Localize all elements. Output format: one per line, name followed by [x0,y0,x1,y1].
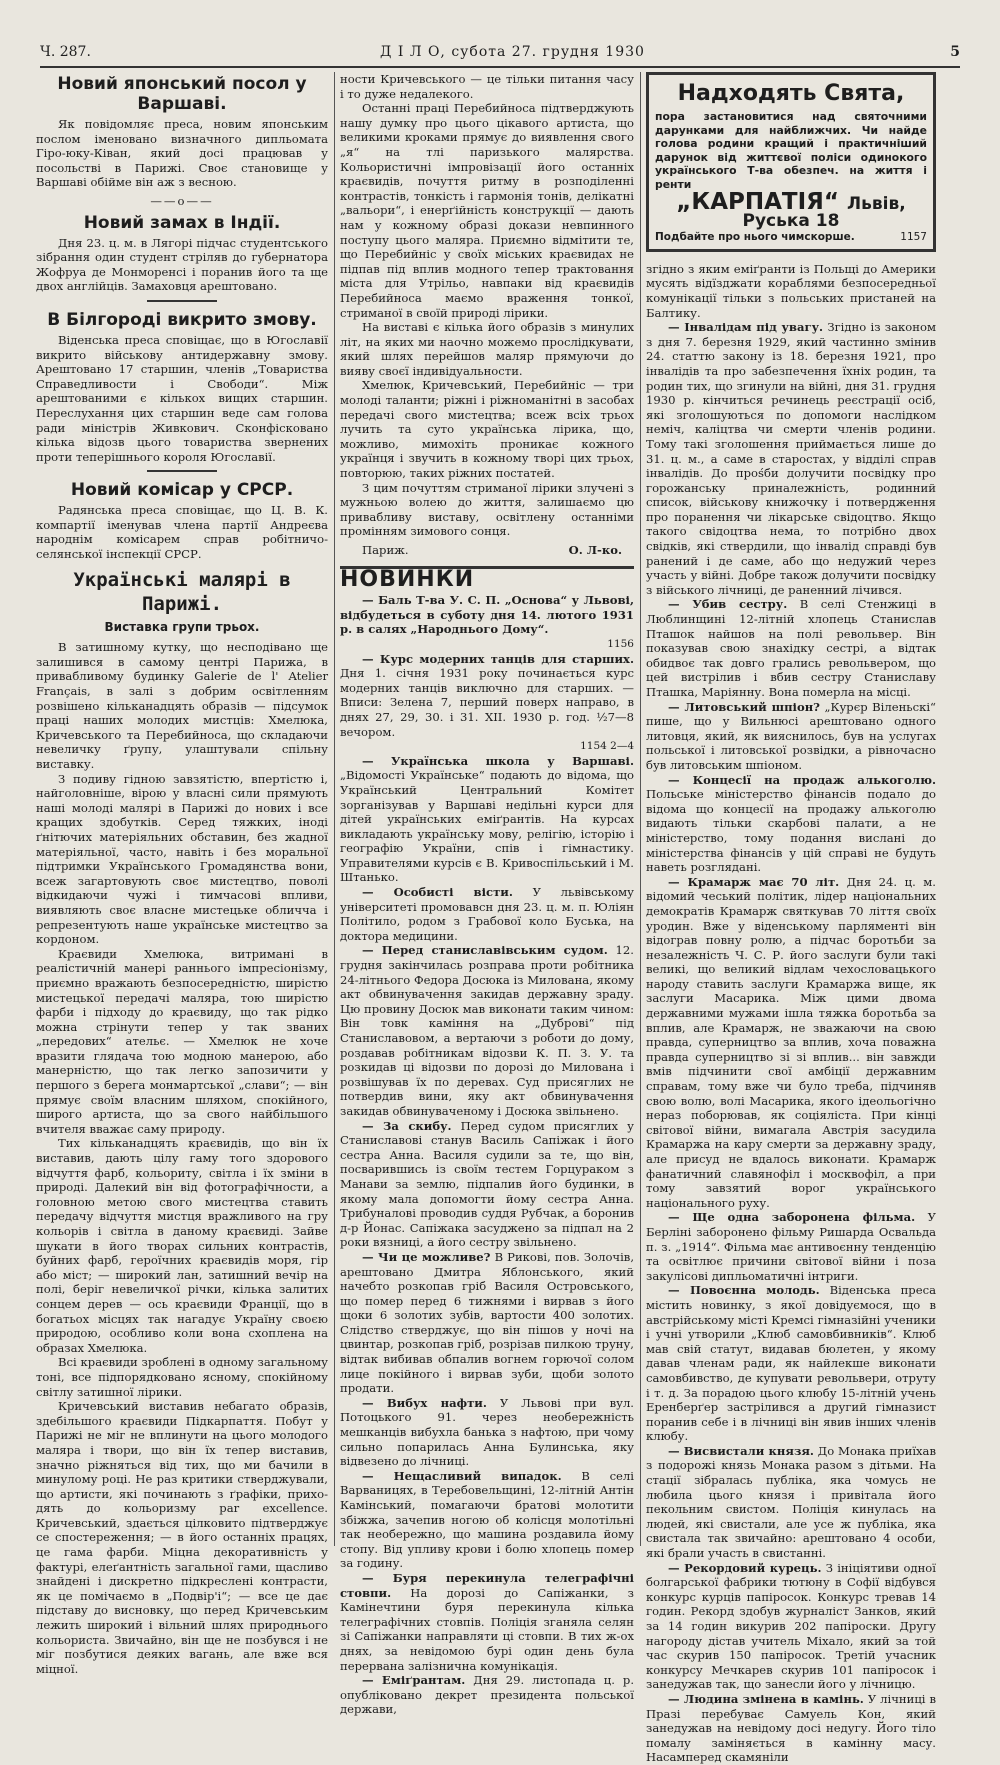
article-text: На виставі є кілька його образів з минулих літ, на яких ми наочно можемо прослідкувати, який шлях перейшов маляр прямуючи до вияву своєї індивідуальности. [340,320,634,378]
news-heading: — Перед станиславівським судом. [362,943,608,958]
column-middle [340,72,635,1717]
news-item [340,885,634,943]
news-text: У львівському університеті промовавсн дня 23. ц. м. п. Юліян Політило, родом з Грабової коло Буська, на доктора медицини. [340,885,634,943]
ad-footer [655,230,927,245]
news-heading: — Курс модерних танців для старших. [362,651,634,666]
news-item [646,1561,936,1692]
news-item [646,773,936,875]
article-title: Новий японський посол у Варшаві. [57,74,307,114]
news-heading: — Рекордовий курець. [668,1560,822,1575]
ad-address: Львів, Руська 18 [742,194,906,231]
news-text: Перед судом присяглих у Станиславові станув Василь Сапіжак і його сестра Анна. Василя судили за те, що він, посварившись із своїм тестем Горцураком з Манави за землю, підпалив його будинки, в якому мала допомогти йому сестра Анна. Трибуналові проводив суддя Рубчак, а боронив д-р Йонас. Сапіжака засуджено за підпал на 2 роки вязниці, а його сестру звільнено. [340,1118,634,1250]
article-text: Віденська преса сповіщає, що в Югославії викрито військову антидержавну змову. Арештовано 17 старшин, членів „Товариства Справедливости і Свободи“. Між арештованими є кількох вищих старшин. Переслухання цих старшин веде сам голова ради міністрів Живкович. Сконфісковано кілька відозв цього товариства звернених проти теперішнього короля Югославії. [36,332,328,464]
news-text: В Рикові, пов. Золочів, арештовано Дмитра Яблонського, який начебто розкопав гріб Василя Островського, що помер перед 6 тижнями і вирвав з його щоки 6 золотих зубів, вартости 400 золотих. Слідство стверджує, що він пішов у ночі на цвинтар, розкопав гріб, розрізав пилкою труну, відтак вибивав обпалив вогнем горючої солом лице покійного і вирвав зуби, щоби золото продати. [340,1249,635,1396]
article-text: Краєвиди Хмелюка, витримані в реалістичній манері раннього імпресіонізму, приємно вражають безпосередністю, ширістю мистецької передачі маляра, тою ширістю фарби і підходу до краєвиду, що так рідко можна стрінути тепер у так званих „передових“ ательє. — Хмелюк не хоче вразити глядача тою модною манерою, або манерністю, що так легко запозичити у першого з берега монмартської „слави“; — він прямує своїм власним шляхом, спокійного, широго артиста, що за свого найбільшого вчителя вважає саму природу. [36,946,328,1136]
ad-footer-text: Подбайте про нього чимскорше. [655,231,855,244]
news-heading: — Еміґрантам. [362,1673,466,1688]
news-heading: — Буря перекинула телеграфічні стовпи. [340,1570,634,1600]
news-heading: — Українська школа у Варшаві. [362,753,634,768]
news-item [340,943,634,1118]
news-item [646,1692,936,1765]
news-item: — Баль Т-ва У. С. П. „Основа“ у Львові, відбудеться в суботу дня 14. лютого 1931 р. в салях „Народнього Дому“. [340,593,634,637]
article-title: Новий замах в Індії. [83,212,281,233]
article-text: Як повідомляє преса, новим японським послом іменовано визначного дипльомата Гіро-юку-Ківан, який досі працював у посольстві в Парижі. Своє становище у Варшаві обійме він аж з весною. [36,117,328,190]
news-item [646,1210,936,1283]
news-text: Дня 24. ц. м. відомий чеський політик, лідер національних демократів Крамарж святкував 70 ліття своїх уродин. Вже у віденському парляменті він відограв повну ролю, а підчас боротьби за незалежність Ч. С. Р. його заслуги були такі великі, що великий відлам чехословацького народу ставить заслуги Крамаржа вище, як заслуги Масарика. Між цими двома державними мужами ішла тяжка боротьба за вплив, але Крамарж, не зважаючи на свою правда, суперництво за вплив, хоча поважна правда суперництво зі зі вплив... він завжди вмів підчинити свої амбіції державним справам, тому вже чи було треба, підчиняв свою волю, волі Масарика, якого ідеольогічно нераз поборював, як соціяліста. При кінці світової війни, вимагала Австрія засудила Крамаржа на кару смерти за державну зраду, але присуд не вдалось виконати. Крамарж фанатичний славянофіл і москвофіл, а при тому завзятий ворог українського національного руху. [646,874,936,1210]
header-rule [40,66,960,68]
news-item [340,652,634,740]
news-item [646,320,936,597]
news-heading: — Ще одна заборонена фільма. [668,1210,916,1225]
column-divider [334,72,335,1546]
article-text: З цим почуттям стриманої лірики злучені з мужньою волею до життя, залишаємо цю привабливу виставу, освітлену останніми промінням зимового сонця. [340,480,634,539]
news-heading: — Концесії на продаж алькоголю. [668,772,936,787]
article-text: згідно з яким еміґранти із Польщі до Америки мусять відїзджати кораблями безпосередньої комунікації тільки з польських пристаней на Балтику. [646,261,936,320]
news-heading: — Крамарж має 70 літ. [668,874,840,889]
ad-brand [655,189,927,231]
news-item [646,1444,936,1561]
news-text: В селі Стенжиці в Люблинщині 12-літній хлопець Станислав Пташок найшов на полі револьвер. Він показував свою знахідку сестрі, а відтак обидвоє так довго грались револьвером, що цей вистрілив і вбив сестру Станиславу Пташка, Маріянну. Вона померла на місці. [646,597,936,699]
news-text: 12. грудня закінчилась розправа проти робітника 24-літнього Федора Досюка із Милована, якому акт обвинувачення закидав державну зраду. Цю провину Досюк мав виконати таким чином: Він товк каміння на „Дуброві“ під Станиславовом, а вертаючи з роботи до дому, роздавав робітникам відозви К. П. З. У. та розкидав ці відозви по дорозі до Милована і розвішував їх по деревах. Суд присяглих не потвердив вини, яку акт обвинувачення закидав обвинуваченому і Досюка звільнено. [340,943,634,1118]
news-text: На дорозі до Сапіжанки, з Камінечтини буря перекинула кілька телеграфічних стовпів. Поліція зганяла селян зі Сапіжанки направляти ці стовпи. В тих ж-ох днях, за невідомою бурі один день була перервана залізнична комунікація. [340,1585,634,1673]
ad-reference: 1157 [900,231,927,244]
advertisement-box [646,72,936,252]
news-heading: — Особисті вісти. [362,885,513,900]
ad-brand-name: „КАРПАТІЯ“ [676,189,839,215]
news-text: „Відомості Українське“ подають до відома, що Український Центральний Комітет зорганізував у Варшаві недільні курси для дітей українських еміґрантів. На курсах викладають українську мову, релігію, історію і географію України, спів і гімнастику. Управителями курсів є В. Кривоспільський і М. Штанько. [340,768,634,885]
article-title: Українські малярі в Парижі. [73,568,291,615]
news-heading: — Литовський шпіон? [668,699,820,714]
news-heading: — За скибу. [362,1118,452,1133]
news-heading: — Висвистали князя. [668,1443,814,1458]
signature-author: О. Л-ко. [568,543,622,557]
news-heading: — Вибух нафти. [362,1395,487,1410]
news-item [340,1571,634,1673]
news-item [646,700,936,773]
news-item [646,1283,936,1444]
issue-date: субота 27. грудня 1930 [451,44,645,60]
page-number: 5 [950,44,960,60]
news-heading: — Нещасливий випадок. [362,1468,562,1483]
news-heading: — Убив сестру. [668,597,788,612]
news-text: З ініціятиви одної болгарської фабрики тютюну в Софії відбувся конкурс курців папіросок. Конкурс тревав 14 годин. Рекорд здобув журналіст Занков, який за 14 годин викурив 202 папіроски. Другу нагороду дістав учитель Міхало, який за той час скурив 150 папіросок. Третій учасник конкурсу Мечкарев скурив 101 папіросок і занедужав так, що занесли його у лічницю. [646,1560,936,1692]
article-title: В Білгороді викрито змову. [47,309,317,330]
news-text: До Монака приїхав з подорожі князь Монака разом з дітьми. На стації зібралась публіка, яка чомусь не любила цього князя і привітала його пекольним свистом. Поліція кинулась на людей, які свистали, але усе ж публіка, яка свистала так звичайно: арештовано 4 особи, які брали участь в свистанні. [646,1443,936,1561]
article-text: Радянська преса сповіщає, що Ц. В. К. компартії іменував члена партії Андреєва народнім комісарем справ робітничо-селянської інспекції СРСР. [36,503,328,562]
article-text: Всі краєвиди зроблені в одному загальному тоні, все підпорядковано ясному, спокійному світлу затишної лірики. [36,1355,328,1399]
news-text: У Берліні заборонено фільму Ришарда Освальда п. з. „1914“. Фільма має антивоєнну тенденцію та освітлює причини світової війни і поза закулісові дипльоматичні інтриги. [646,1210,936,1283]
masthead-date [380,44,645,60]
ad-text: пора застановитися над святочними дарунками для найближчих. Чи найде голова родини кращий і практичніший дарунок від життєвої поліси одинокого українського Т-ва обезпеч. на життя і ренти [655,110,927,191]
paper-name: Д І Л О, [380,44,446,60]
article-text: Хмелюк, Кричевський, Перебийніс — три молоді таланти; ріжні і ріжноманітні в засобах передачі свого мистецтва; всеж всіх трьох лучить та суто українська лірика, що, можливо, мимохіть проникає кожного українця і звучить в кожному творі цих трьох, повторюю, таких ріжних постатей. [340,378,634,481]
article-text: ности Кричевського — це тільки питання часу і то дуже недалекого. [340,72,634,101]
article-text: Дня 23. ц. м. в Лягорі підчас студентського зібрання один студент стріляв до губернатора Жофруа де Монморенсі і поранив його та ще двох англійців. Замаховця арештовано. [36,235,328,294]
news-item [340,1673,634,1717]
news-text: Згідно із законом з дня 7. березня 1929, який частинно змінив 24. статтю закону із 18. березня 1921, про інвалідів та про забезпечення їхніх родин, та родин тих, що згинули на війні, дня 31. грудня 1930 р. кінчиться речинець реєстрації осіб, які зголошуються по допомоги наслідком неміч, каліцтва чи смерти членів родини. Тому такі зголошення приймається лише до 31. ц. м., а саме в старостах, у відділі справ інвалідів. До прośби долучити посвідку про горожанську приналежність, родинний список, військову книжочку і потвердження про поранення чи лікарське свідоцтво. Якщо такого свідоцтва нема, то потрібно двох свідків, які ствердили, що інвалід справді був ранений і де саме, або що недужий через участь у війні. Добре також долучити посвідку з війського лічниці, де раненний лічився. [646,320,936,597]
news-text: Дня 1. січня 1931 року починається курс модерних танців виключно для старших. — Вписи: Зелена 7, перший поверх направо, в днях 27, 29, 30. і 31. XII. 1930 р. год. ½7—8 вечором. [340,666,634,739]
news-text: Польське міністерство фінансів подало до відома що концесії на продажу алькоголю видають тільки скарбові палати, а не міністерство, тому подання вислані до міністерства фінансів у цій справі не будуть наветь розглядані. [646,787,936,875]
ad-reference: 1156 [607,637,634,650]
article-text: Останні праці Перебийноса підтверджують нашу думку про цього цікавого артиста, що великими кроками прямує до виявлення свого „я“ на тлі паризького малярства. Кольористичні імпровізації його останніх краєвидів, почуття ритму в розподіленні контрастів, тонкість і гармонія тонів, делікатні „вальори“, і енерґійність конструкції — дають нам у кожному образі докази невпинного поступу цього маляра. Приємно відмітити те, що Перебийніс у своїх міських краєвидах не підпав під вплив модного тепер трактовання міста для Утрільо, навпаки від краєвидів Перебийноса маємо враження тонкої, стриманої в своїй природі лірики. [340,101,634,320]
article-text: Кричевський виставив небагато образів, здебільшого краєвиди Підкарпаття. Побут у Парижі не міг не вплинути на цього молодого маляра і твори, що він їх тепер виставив, значно ріжняться від тих, що ми бачили в минулому році. Не раз критики стверджували, що артисти, які починають з ґрафіки, прихо-дять до кольоризму par excellence. Кричевський, здається цілковито підтверджує се спостереження; — в його останніх працях, це гама фарби. Міцна декоративність у фактурі, елеґантність загальної гами, щасливо знайдені і дискретно підкреслені контрасти, як це помічаємо в „Подвір'і“; — все це дає підставу до висновку, що перед Кричевським лежить широкий і вільний шлях природнього кольориста. Звичайно, він ще не позбувся і не міг позбутися деяких вагань, але вже вся міцної. [36,1399,328,1676]
article-text: В затишному кутку, що несподівано ще залишився в самому центрі Парижа, в привабливому будинку Galerie de l' Atelier Français, в залі з добрим освітленням розвішено кільканадцять образів — підсумок праці наших молодих мистців: Хмелюка, Кричевського та Перебийноса, що складаючи невеличку ґрупу, улаштували спільну виставку. [36,640,328,771]
ad-reference: 1154 2—4 [580,740,634,753]
article-text: Тих кільканадцять краєвидів, що він їх виставив, дають цілу гаму того здорового відчуття фарб, кольориту, світла і їх зміни в природі. Далекий він від фотографічности, а головною метою свого мистецтва ставить передачу відчуття мистця вражливого на гру кольорів і світла в даному краєвиді. Зайве шукати в його творах сильних контрастів, буйних фарб, героїчних краєвидів моря, гір або міст; — широкий лан, затишний вечір на полі, беріг невеличкої річки, кілька залитих сонцем дерев — ось краєвиди Франції, що в богатьох місцях так нагадує Україну своєю природою, особливо коли вона схоплена на образах Хмелюка. [36,1136,328,1355]
separator [147,300,217,302]
news-heading: — Інвалідам під увагу. [668,320,824,335]
news-item [340,754,634,885]
signature-place: Париж. [362,543,409,557]
article-subtitle: Виставка групи трьох. [104,619,260,634]
article-text: З подиву гідною завзятістю, впертістю і, найголовніше, вірою у власні сили прямують наші молоді малярі в Парижі до нових і все кращих здобутків. Серед тяжких, іноді ґнітючих матеріяльних обставин, без жадної матеріяльної, часто, навіть і без моральної підтримки Українського Громадянства вони, всеж загартовують своє мистецтво, поволі відкидаючи чужі і тимчасові впливи, виявляють своє власне мистецьке обличча і репрезентують наше українське мистецтво за кордоном. [36,771,328,947]
news-item [340,1396,634,1469]
news-heading: — Чи це можливе? [362,1249,491,1264]
article-title: Новий комісар у СРСР. [70,480,294,501]
news-heading: — Людина змінена в камінь. [668,1691,864,1706]
section-heading: НОВИНКИ [340,566,634,588]
separator [147,470,217,472]
issue-number: Ч. 287. [40,44,91,60]
signature [362,543,622,558]
column-right [646,72,936,1765]
column-left [36,72,328,1676]
news-text: Дня 29. листопада ц. р. опубліковано декрет президента польської держави, [340,1673,635,1717]
news-text: У лічниці в Празі перебуває Самуель Кон, який занедужав на невідому досі недугу. Його тіло помалу заміняється в камінну масу. Насамперед скамяніли [646,1691,936,1765]
ad-title: Надходять Свята, [677,81,905,106]
news-item [646,875,936,1211]
separator: ——o—— [150,193,214,208]
news-item [646,597,936,699]
news-item [340,1119,634,1250]
news-text: У Львові при вул. Потоцького 91. через необережність мешканців вибухла банька з нафтою, при чому сильно попарилась Анна Булинська, яку відвезено до лічниці. [340,1395,634,1469]
news-item [340,1469,634,1571]
news-heading: — Повоєнна молодь. [668,1283,820,1298]
news-item [340,1250,634,1396]
news-text: „Курєр Віленьскі“ пише, що у Вильнюсі арештовано одного литовця, який, як вияснилось, був на услугах польської і литовської розвідки, а рівночасно був литовським шпіоном. [646,699,936,772]
news-text: В селі Варваницях, в Теребовельщині, 12-літній Антін Камінський, помагаючи братові молотити збіжжа, зачепив ногою об колісця молотільні так необережно, що машина роздавила йому стопу. Від упливу крови і болю хлопець помер за годину. [340,1468,634,1571]
column-divider [640,72,641,1546]
running-head [40,44,960,64]
news-text: Віденська преса містить новинку, з якої довідуємося, що в австрійському місті Кремсі гімназійні ученики і учні утворили „Клюб самовбивників“. Клюб мав свій статут, видавав бюлетен, у якому давав членам ради, як найлекше виконати самовбивство, де купувати револьвери, отруту і т. д. За порадою цього клюбу 15-літній учень Еренберґер застрілився а другий гімназист поранив себе і в лічниці він явив інших членів клюбу. [646,1283,936,1444]
